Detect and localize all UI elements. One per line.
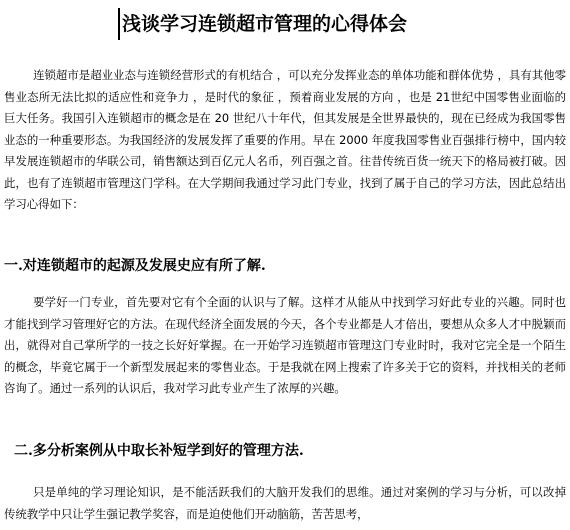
section-heading-1: 一.对连锁超市的起源及发展史应有所了解. (4, 258, 266, 274)
intro-paragraph: 连锁超市是超业业态与连锁经营形式的有机结合 ，可以充分发挥业态的单体功能和群体优势 ，具有其他零售业态所无法比拟的适应性和竞争力 ，是时代的象征 ，预着商业发展的方向 ，也是 21世纪中国零售业面临的巨大任务。我国引入连锁超市的概念是在 20 世纪八十年代，但其发展是全世界最快的，现在已经成为我国零售业态的一种重要形态。为我国经济的发展发挥了重要的作用。早在 2000 年度我国零售业百强排行榜中，国内较早发展连锁超市的华联公司，销售额达到百亿元人名币，列百强之首。往昔传统百货一统天下的格局被打破。因此，也有了连锁超市管理这门学科。在大学期间我通过学习此门专业，找到了属于自己的学习方法，因此总结出学习心得如下： (4, 68, 566, 211)
section-1-paragraph: 要学好一门专业，首先要对它有个全面的认识与了解。这样才从能从中找到学习好此专业的兴趣。同时也才能找到学习管理好它的方法。在现代经济全面发展的今天，各个专业都是人才倍出，要想从众多人才中脱颖而出，就得对自己掌所学的一技之长好好掌握。在一开始学习连锁超市管理这门专业时时，我对它完全是一个陌生的概念，毕竟它属于一个新型发展起来的零售业态。于是我就在网上搜索了许多关于它的资料，并找相关的老师咨询了。通过一系列的认识后，我对学习此专业产生了浓厚的兴趣。 (4, 295, 566, 395)
section-heading-2: 二.多分析案例从中取长补短学到好的管理方法. (14, 443, 304, 459)
section-2-paragraph: 只是单纯的学习理论知识，是不能活跃我们的大脑开发我们的思维。通过对案例的学习与分析，可以改掉传统教学中只让学生强记教学奖容，而是迫使他们开动脑筋，苦苦思考， (4, 485, 566, 521)
text-cursor (118, 8, 120, 40)
document-title: 浅谈学习连锁超市管理的心得体会 (122, 13, 408, 35)
